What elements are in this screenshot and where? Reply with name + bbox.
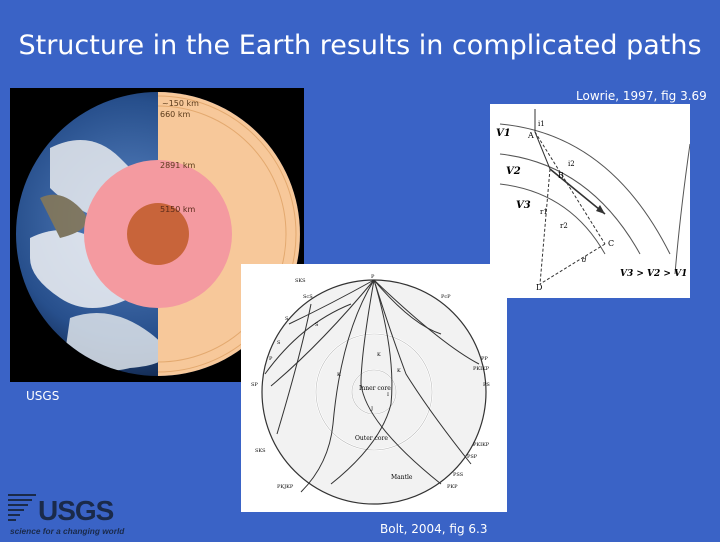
velocity-label: V3 (516, 200, 531, 211)
bolt-citation: Bolt, 2004, fig 6.3 (380, 522, 488, 536)
velocity-label: V1 (496, 128, 511, 139)
point-label: A (528, 131, 534, 140)
phase-label: S (277, 340, 281, 346)
lowrie-refraction-figure (490, 104, 690, 298)
region-label: Mantle (391, 474, 413, 481)
phase-label: SP (251, 382, 258, 388)
slide-title: Structure in the Earth results in complicated paths (18, 30, 702, 61)
point-label: r1 (540, 208, 548, 216)
velocity-relation: V3 > V2 > V1 (620, 269, 688, 279)
phase-label: S (315, 322, 319, 328)
point-label: i1 (538, 120, 545, 128)
usgs-tagline: science for a changing world (10, 526, 125, 536)
point-label: C (608, 239, 615, 248)
phase-label: K (377, 352, 381, 358)
phase-label: PKJKP (277, 484, 294, 490)
depth-label: 2891 km (160, 161, 196, 170)
phase-label: P (371, 274, 375, 280)
phase-label: P (269, 356, 273, 362)
phase-label: K (337, 372, 341, 378)
usgs-logo (8, 488, 128, 538)
phase-label: SKS (295, 278, 306, 284)
phase-label: PSP (467, 454, 478, 460)
usgs-citation: USGS (26, 389, 60, 403)
phase-label: PP (481, 356, 488, 362)
phase-label: PS (483, 382, 490, 388)
usgs-logo-text: USGS (38, 495, 114, 526)
phase-label: PKIKP (473, 442, 490, 448)
phase-label: PcP (441, 294, 451, 300)
phase-label: PKIKP (473, 366, 490, 372)
phase-label: J (371, 406, 374, 412)
phase-label: K (397, 368, 401, 374)
point-label: B (558, 171, 564, 180)
region-label: Outer core (355, 435, 388, 442)
depth-label: 660 km (160, 110, 191, 119)
point-label: D (536, 283, 543, 292)
point-label: i2 (568, 160, 575, 168)
phase-label: ScS (303, 294, 313, 300)
depth-label: ~150 km (162, 99, 199, 108)
phase-label: SKS (255, 448, 266, 454)
velocity-label: V2 (506, 166, 521, 177)
region-label: Inner core (359, 385, 391, 392)
lowrie-citation: Lowrie, 1997, fig 3.69 (576, 89, 707, 103)
depth-label: 5150 km (160, 205, 196, 214)
phase-label: PSS (453, 472, 464, 478)
phase-label: S (285, 316, 289, 322)
phase-label: PKP (447, 484, 458, 490)
point-label: d (582, 256, 587, 264)
phase-label: I (387, 392, 389, 398)
point-label: r2 (560, 222, 568, 230)
bolt-raypath-figure (241, 264, 507, 512)
